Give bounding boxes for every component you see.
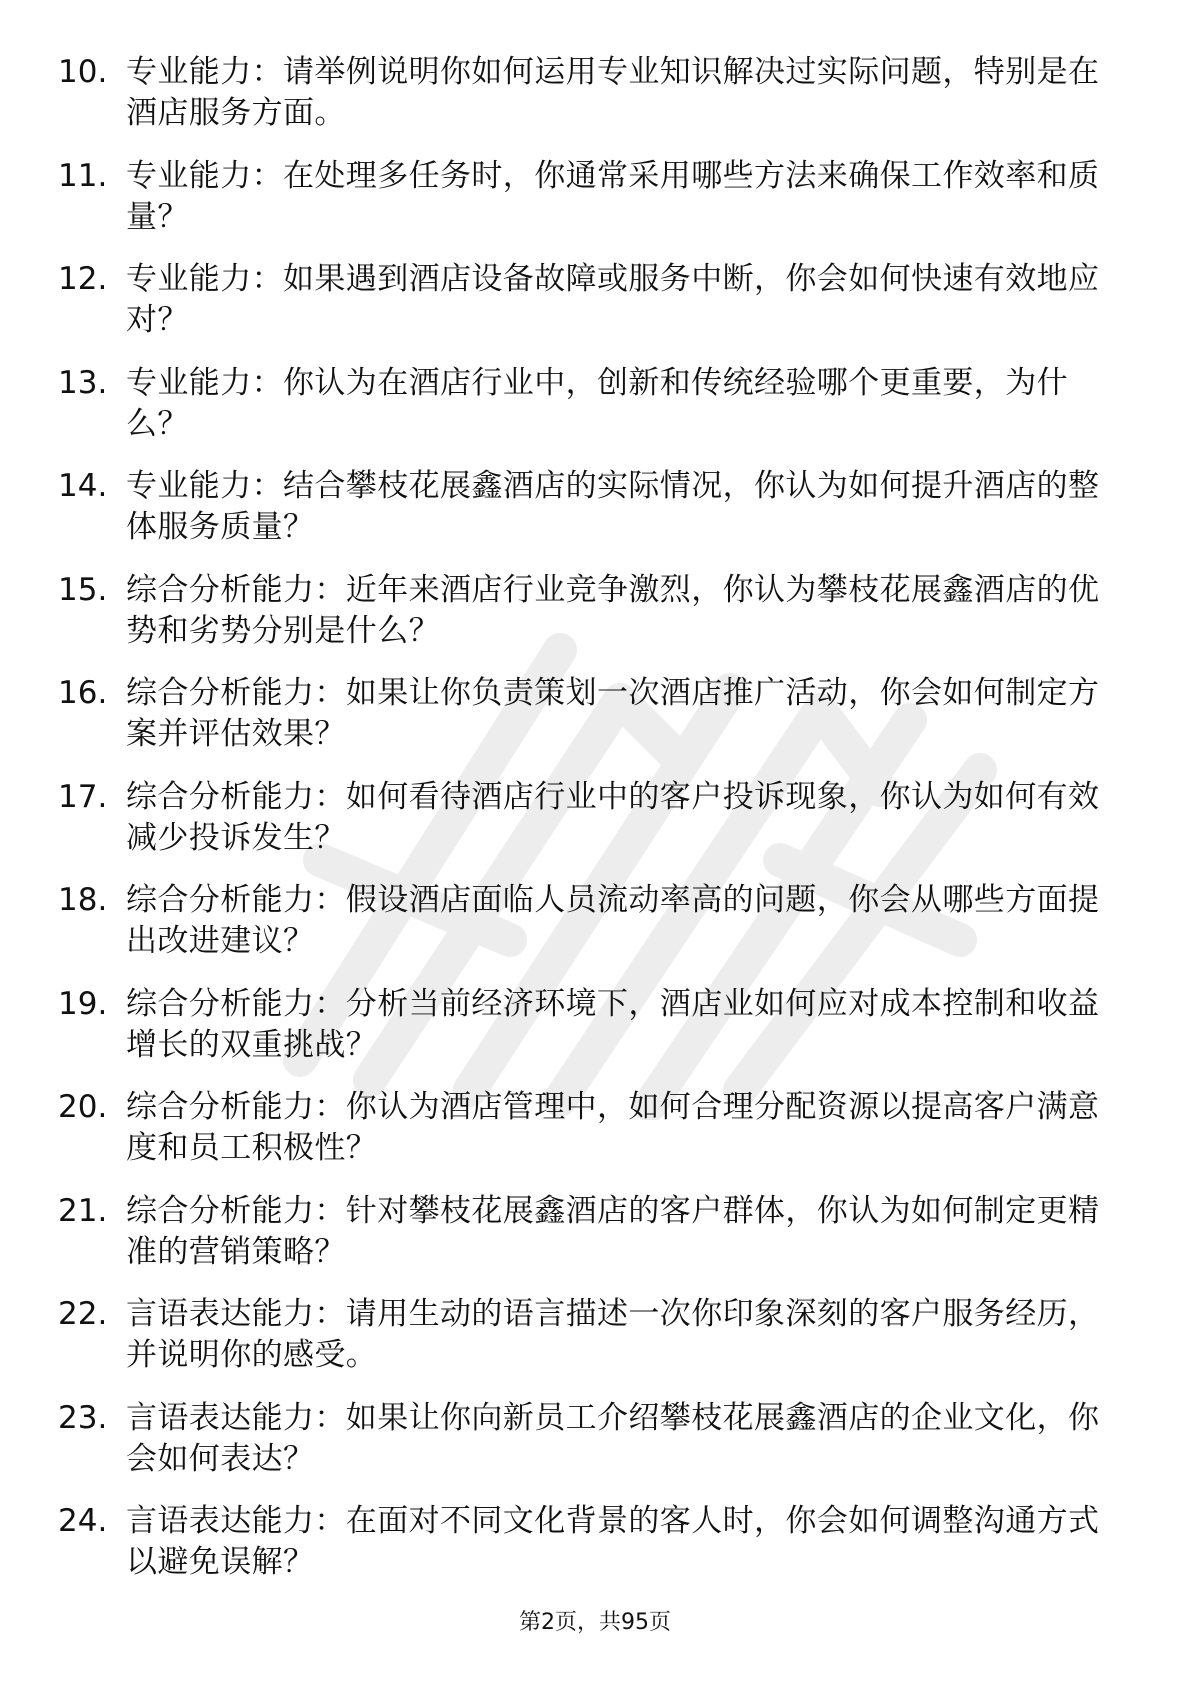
question-number: 19. bbox=[58, 985, 108, 1022]
question-text: 言语表达能力：在面对不同文化背景的客人时，你会如何调整沟通方式以避免误解？ bbox=[126, 1503, 1100, 1580]
question-text: 综合分析能力：针对攀枝花展鑫酒店的客户群体，你认为如何制定更精准的营销策略？ bbox=[126, 1192, 1100, 1270]
question-text: 综合分析能力：如果让你负责策划一次酒店推广活动，你会如何制定方案并评估效果？ bbox=[126, 675, 1100, 752]
question-number: 23. bbox=[58, 1399, 108, 1436]
question-text: 综合分析能力：假设酒店面临人员流动率高的问题，你会从哪些方面提出改进建议？ bbox=[126, 882, 1100, 959]
question-item bbox=[0, 673, 1190, 777]
question-text: 言语表达能力：请用生动的语言描述一次你印象深刻的客户服务经历，并说明你的感受。 bbox=[126, 1296, 1100, 1373]
question-number: 16. bbox=[58, 675, 108, 711]
question-text: 综合分析能力：你认为酒店管理中，如何合理分配资源以提高客户满意度和员工积极性？ bbox=[126, 1089, 1100, 1166]
question-number: 10. bbox=[58, 54, 108, 90]
page-number: 第2页，共95页 bbox=[519, 1610, 671, 1635]
question-number: 20. bbox=[58, 1089, 108, 1125]
question-item bbox=[0, 984, 1190, 1088]
question-item bbox=[0, 570, 1190, 674]
question-number: 11. bbox=[58, 157, 108, 194]
question-text: 综合分析能力：分析当前经济环境下，酒店业如何应对成本控制和收益增长的双重挑战？ bbox=[126, 985, 1100, 1063]
question-item bbox=[0, 777, 1190, 881]
question-text: 专业能力：结合攀枝花展鑫酒店的实际情况，你认为如何提升酒店的整体服务质量？ bbox=[126, 468, 1100, 545]
question-item bbox=[0, 1294, 1190, 1398]
question-item bbox=[0, 156, 1190, 260]
question-item bbox=[0, 1501, 1190, 1605]
question-item bbox=[0, 1087, 1190, 1191]
question-text: 综合分析能力：如何看待酒店行业中的客户投诉现象，你认为如何有效减少投诉发生？ bbox=[126, 778, 1100, 856]
question-item bbox=[0, 1398, 1190, 1502]
question-item bbox=[0, 466, 1190, 570]
question-number: 24. bbox=[58, 1503, 108, 1539]
question-number: 21. bbox=[58, 1192, 108, 1229]
question-number: 14. bbox=[58, 468, 108, 504]
question-text: 专业能力：请举例说明你如何运用专业知识解决过实际问题，特别是在酒店服务方面。 bbox=[126, 54, 1100, 131]
question-number: 17. bbox=[58, 778, 108, 815]
question-number: 18. bbox=[58, 882, 108, 918]
question-item bbox=[0, 259, 1190, 363]
question-text: 专业能力：如果遇到酒店设备故障或服务中断，你会如何快速有效地应对？ bbox=[126, 261, 1100, 338]
question-item bbox=[0, 363, 1190, 467]
question-item bbox=[0, 880, 1190, 984]
question-item bbox=[0, 1191, 1190, 1295]
question-number: 12. bbox=[58, 261, 108, 297]
question-text: 专业能力：你认为在酒店行业中，创新和传统经验哪个更重要，为什么？ bbox=[126, 364, 1068, 442]
question-text: 综合分析能力：近年来酒店行业竞争激烈，你认为攀枝花展鑫酒店的优势和劣势分别是什么？ bbox=[126, 571, 1100, 649]
question-list bbox=[0, 52, 1190, 1605]
question-number: 22. bbox=[58, 1296, 108, 1332]
question-number: 15. bbox=[58, 571, 108, 608]
question-number: 13. bbox=[58, 364, 108, 401]
question-item bbox=[0, 52, 1190, 156]
question-text: 专业能力：在处理多任务时，你通常采用哪些方法来确保工作效率和质量？ bbox=[126, 157, 1100, 235]
question-text: 言语表达能力：如果让你向新员工介绍攀枝花展鑫酒店的企业文化，你会如何表达？ bbox=[126, 1399, 1100, 1477]
